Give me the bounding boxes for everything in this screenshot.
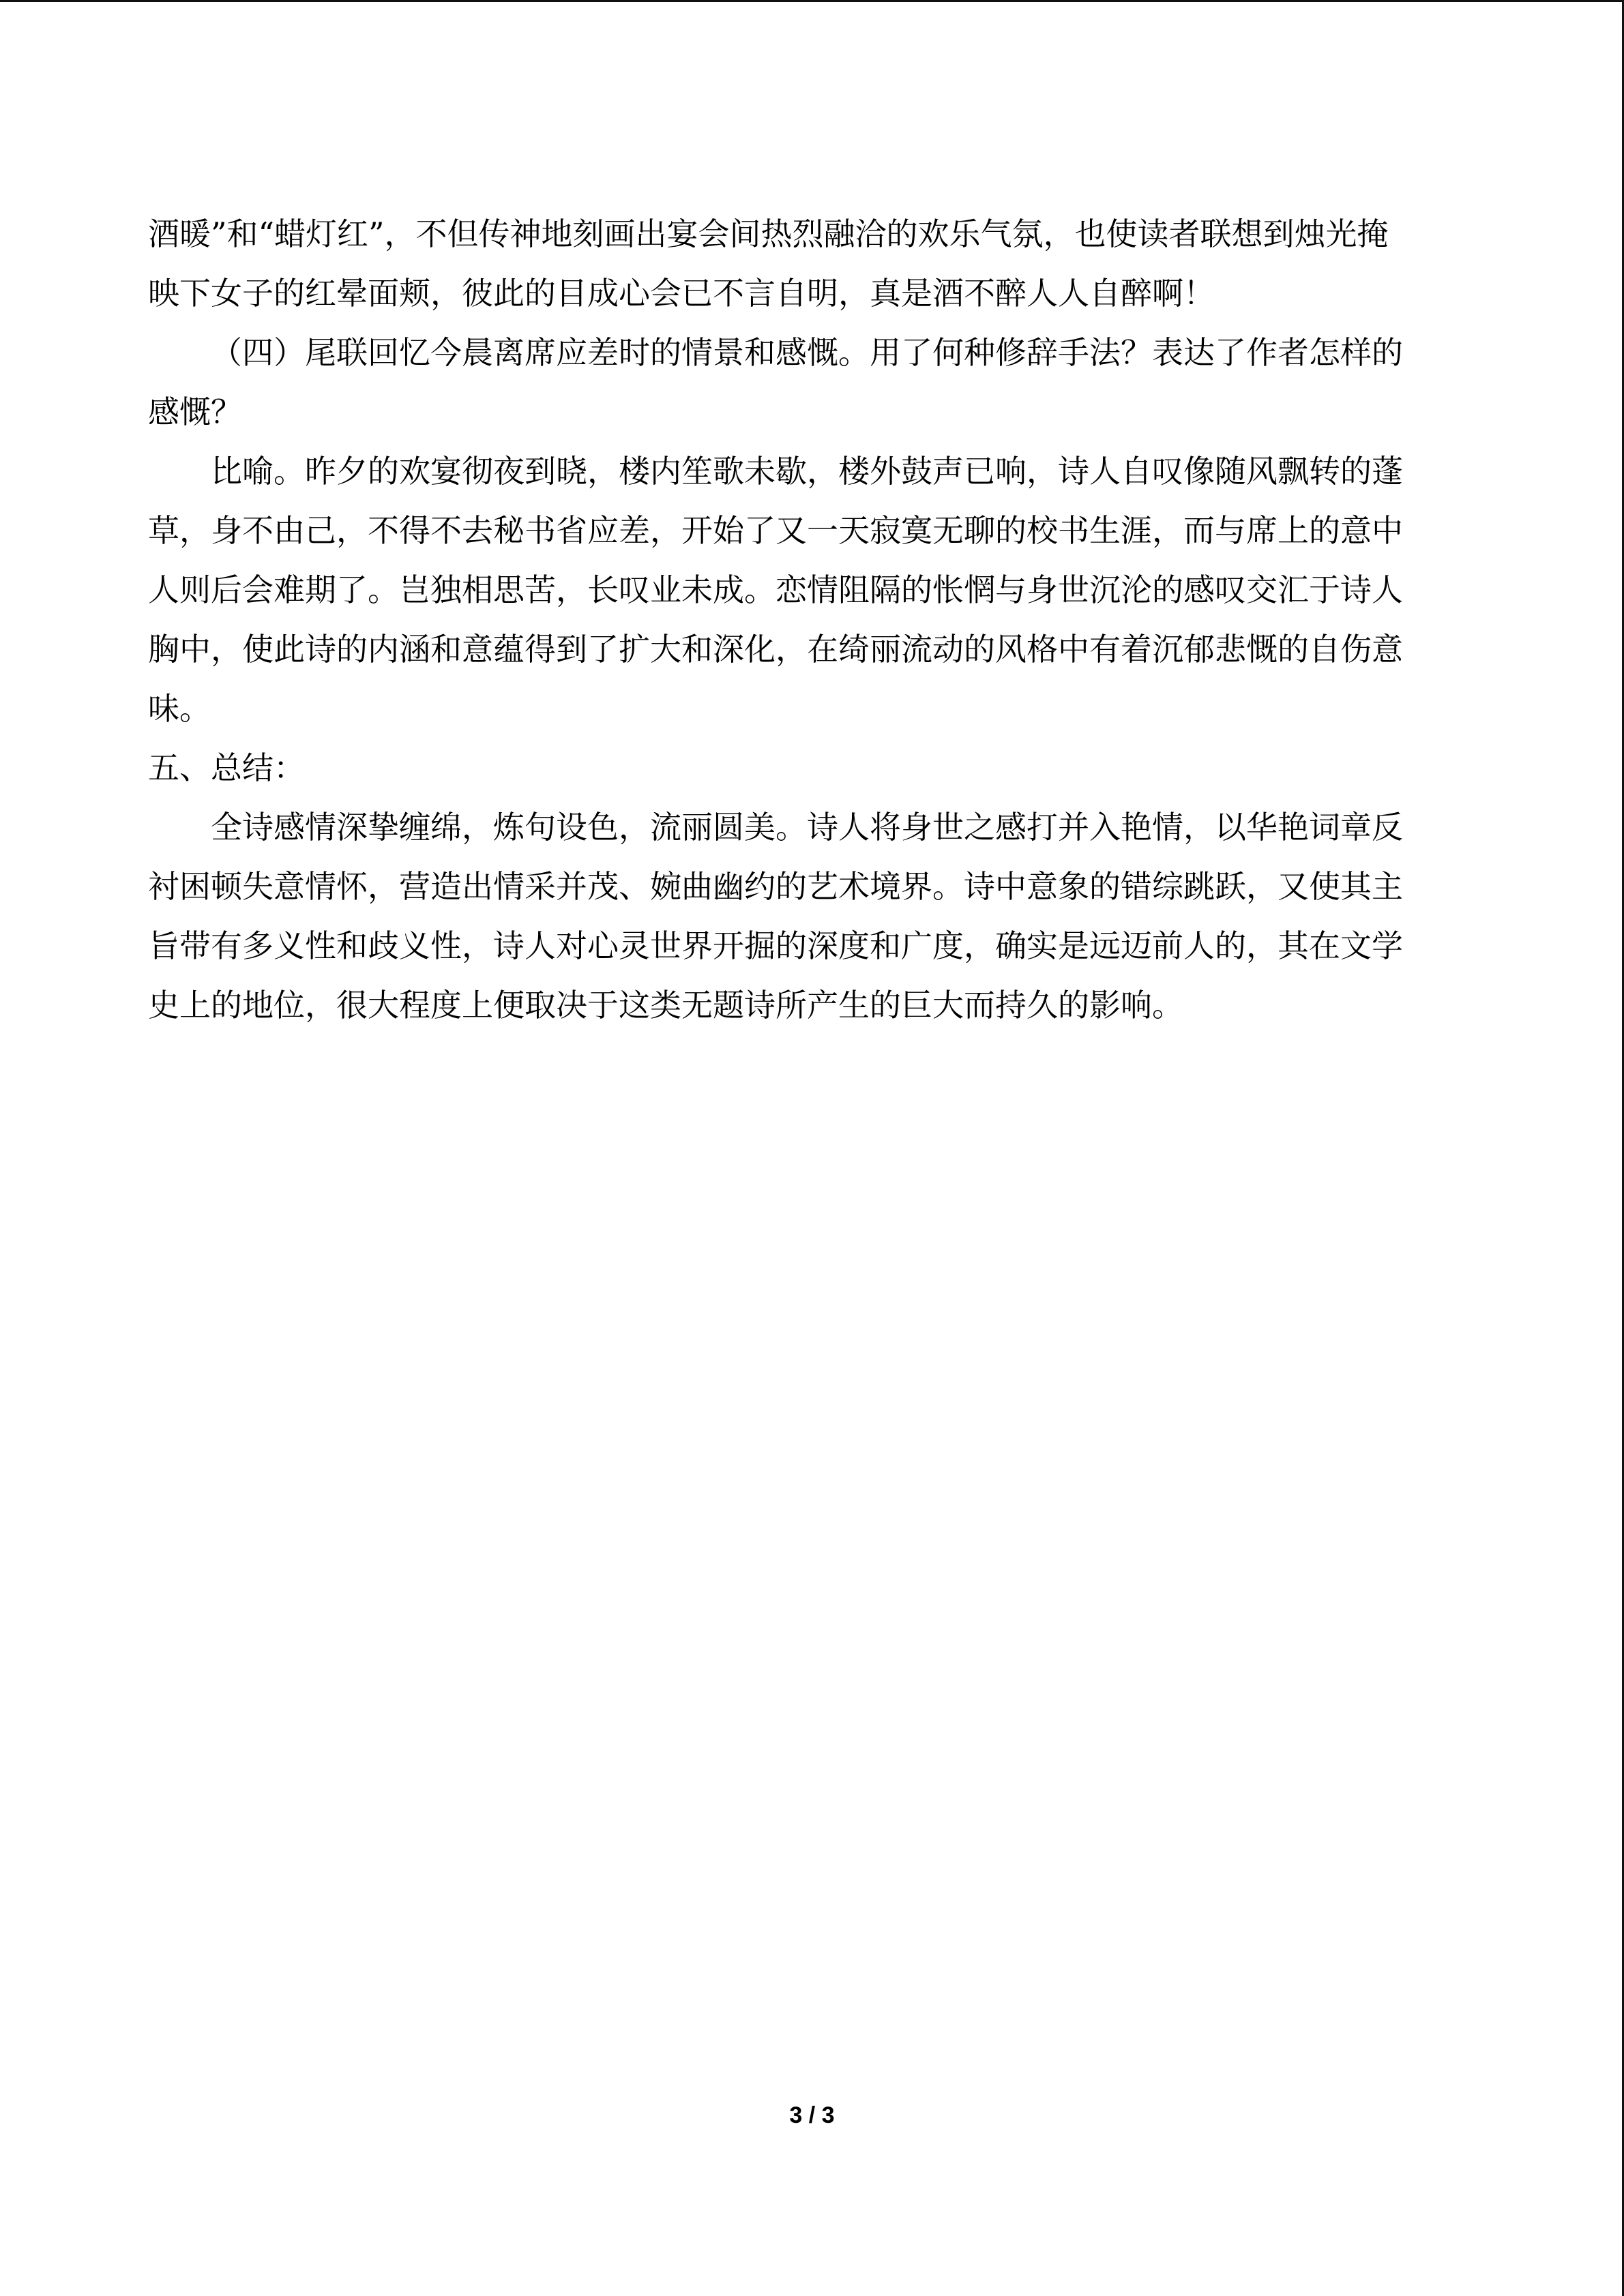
section-heading-summary: 五、总结： (148, 749, 305, 786)
page-number: 3 / 3 (789, 2102, 835, 2128)
answer-four-metaphor: 比喻。昨夕的欢宴彻夜到晓，楼内笙歌未歇，楼外鼓声已响，诗人自叹像随风飘转的蓬 草，身不由己，不得不去秘书省应差，开始了又一天寂寞无聊的校书生涯，而与席上的意中 人则后会难期了。岂独相思苦，长叹业未成。恋情阻隔的怅惘与身世沉沦的感叹交汇于诗人 胸中，使此诗的内涵和意蕴得到了扩大和深化，在绮丽流动的风格中有着沉郁悲慨的自伤意 味。 (148, 453, 1403, 727)
paragraph-wine-candle-analysis: 酒暖”和“蜡灯红”，不但传神地刻画出宴会间热烈融洽的欢乐气氛，也使读者联想到烛光掩 映下女子的红晕面颊，彼此的目成心会已不言自明，真是酒不醉人人自醉啊！ (148, 215, 1389, 312)
document-body (148, 205, 1458, 1035)
page-top-border (0, 0, 1624, 2)
question-four-tail-couplet: （四）尾联回忆今晨离席应差时的情景和感慨。用了何种修辞手法？表达了作者怎样的 感慨？ (148, 334, 1403, 430)
summary-paragraph: 全诗感情深挚缠绵，炼句设色，流丽圆美。诗人将身世之感打并入艳情，以华艳词章反 衬困顿失意情怀，营造出情采并茂、婉曲幽约的艺术境界。诗中意象的错综跳跃，又使其主 旨带有多义性和歧义性，诗人对心灵世界开掘的深度和广度，确实是远迈前人的，其在文学 史上的地位，很大程度上便取决于这类无题诗所产生的巨大而持久的影响。 (148, 809, 1403, 1024)
